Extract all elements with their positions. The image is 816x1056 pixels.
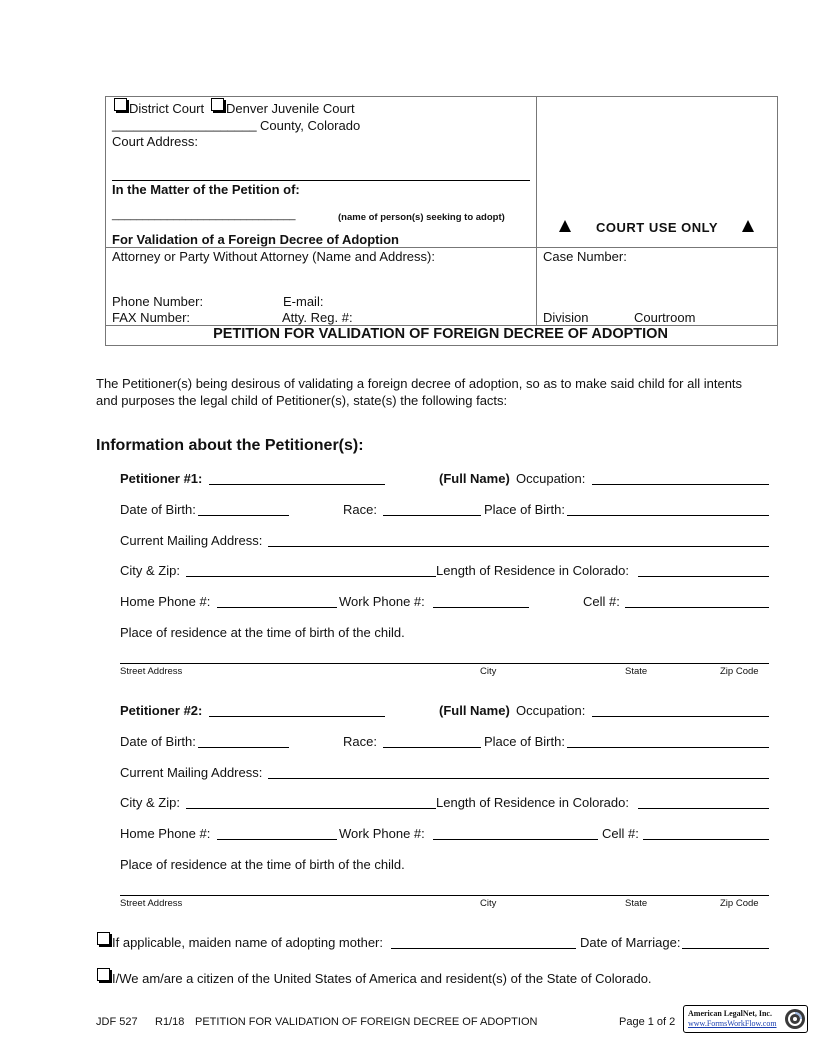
petitioner1-city-caption: City	[480, 666, 497, 677]
court-use-triangle-right-icon	[742, 220, 754, 232]
footer-title: PETITION FOR VALIDATION OF FOREIGN DECREE OF ADOPTION	[195, 1016, 538, 1028]
petitioner2-home-phone-field[interactable]	[217, 839, 337, 840]
petitioner2-race-field[interactable]	[383, 747, 481, 748]
date-of-marriage-field[interactable]	[682, 948, 769, 949]
petitioner1-place-of-birth-label: Place of Birth:	[484, 502, 565, 517]
petitioner2-place-of-birth-label: Place of Birth:	[484, 734, 565, 749]
petitioner1-place-of-birth-field[interactable]	[567, 515, 769, 516]
legalnet-logo	[683, 1005, 808, 1033]
petitioner2-dob-field[interactable]	[198, 747, 289, 748]
petitioner2-state-caption: State	[625, 898, 648, 909]
petitioner1-occupation-label: Occupation:	[516, 471, 586, 486]
county-blank[interactable]: ____________________	[112, 117, 257, 132]
petitioner1-zip-caption: Zip Code	[720, 666, 759, 677]
petitioner2-work-phone-label: Work Phone #:	[339, 826, 425, 841]
petitioner2-residence-at-birth-label: Place of residence at the time of birth of the child.	[120, 857, 405, 872]
caption-divider-vertical	[536, 96, 537, 325]
petitioner2-length-residence-label: Length of Residence in Colorado:	[436, 795, 629, 810]
petitioner1-city-zip-label: City & Zip:	[120, 563, 180, 578]
petitioner1-home-phone-label: Home Phone #:	[120, 594, 211, 609]
intro-line-1: The Petitioner(s) being desirous of validating a foreign decree of adoption, so as to make said child for all intents	[96, 376, 743, 391]
petitioner2-city-caption: City	[480, 898, 497, 909]
petitioner1-dob-field[interactable]	[198, 515, 289, 516]
email-label: E-mail:	[283, 294, 324, 309]
court-use-triangle-left-icon	[559, 220, 571, 232]
case-number-label: Case Number:	[543, 249, 627, 264]
petitioner1-work-phone-label: Work Phone #:	[339, 594, 425, 609]
petitioner1-state-caption: State	[625, 666, 648, 677]
denver-juvenile-court-label: Denver Juvenile Court	[226, 101, 355, 116]
phone-number-label: Phone Number:	[112, 294, 204, 309]
court-address-line[interactable]	[112, 180, 530, 181]
petitioner2-occupation-field[interactable]	[592, 716, 769, 717]
petitioner1-cell-field[interactable]	[625, 607, 769, 608]
petitioner1-length-residence-label: Length of Residence in Colorado:	[436, 563, 629, 578]
globe-icon	[784, 1008, 806, 1030]
petitioner2-length-residence-field[interactable]	[638, 808, 769, 809]
petitioner1-mailing-label: Current Mailing Address:	[120, 533, 263, 548]
petitioner1-race-label: Race:	[343, 502, 377, 517]
intro-line-2: and purposes the legal child of Petitioner(s), state(s) the following facts:	[96, 393, 508, 408]
petitioner-name-note: (name of person(s) seeking to adopt)	[338, 212, 505, 223]
petitioner2-place-of-birth-field[interactable]	[567, 747, 769, 748]
validation-label: For Validation of a Foreign Decree of Adoption	[112, 232, 399, 247]
petitioner2-residence-address-field[interactable]	[120, 895, 769, 896]
citizen-statement: I/We am/are a citizen of the United States of America and resident(s) of the State of Colorado.	[112, 971, 652, 986]
denver-juvenile-court-checkbox[interactable]	[211, 98, 224, 111]
fax-number-label: FAX Number:	[112, 310, 191, 325]
footer-revision: R1/18	[155, 1016, 185, 1028]
petitioner-name-blank[interactable]: ______________________________	[112, 209, 296, 221]
petitioner1-length-residence-field[interactable]	[638, 576, 769, 577]
petitioner2-zip-caption: Zip Code	[720, 898, 759, 909]
maiden-name-field[interactable]	[391, 948, 576, 949]
petitioner1-cell-label: Cell #:	[583, 594, 620, 609]
petitioner2-label: Petitioner #2:	[120, 703, 203, 718]
petitioner1-dob-label: Date of Birth:	[120, 502, 196, 517]
petitioner1-full-name-label: (Full Name)	[439, 471, 510, 486]
district-court-checkbox[interactable]	[114, 98, 127, 111]
petitioner1-residence-at-birth-label: Place of residence at the time of birth of the child.	[120, 625, 405, 640]
petitioner2-city-zip-label: City & Zip:	[120, 795, 180, 810]
petitioner1-home-phone-field[interactable]	[217, 607, 337, 608]
logo-website: www.FormsWorkFlow.com	[688, 1019, 777, 1028]
petitioner1-city-zip-field[interactable]	[186, 576, 436, 577]
matter-label: In the Matter of the Petition of:	[112, 182, 300, 197]
district-court-label: District Court	[129, 101, 205, 116]
petitioner1-label: Petitioner #1:	[120, 471, 203, 486]
petitioner2-cell-field[interactable]	[643, 839, 769, 840]
footer-form-id: JDF 527	[96, 1016, 138, 1028]
petitioner2-name-field[interactable]	[209, 716, 385, 717]
petitioner2-dob-label: Date of Birth:	[120, 734, 196, 749]
petitioner2-city-zip-field[interactable]	[186, 808, 436, 809]
maiden-name-label: If applicable, maiden name of adopting mother:	[112, 935, 384, 950]
form-title: PETITION FOR VALIDATION OF FOREIGN DECREE OF ADOPTION	[213, 326, 668, 342]
petitioner1-name-field[interactable]	[209, 484, 385, 485]
petitioner1-occupation-field[interactable]	[592, 484, 769, 485]
courtroom-label: Courtroom	[634, 310, 696, 325]
date-of-marriage-label: Date of Marriage:	[580, 935, 681, 950]
petitioner2-mailing-label: Current Mailing Address:	[120, 765, 263, 780]
division-label: Division	[543, 310, 589, 325]
atty-reg-label: Atty. Reg. #:	[282, 310, 353, 325]
petitioner2-home-phone-label: Home Phone #:	[120, 826, 211, 841]
maiden-name-checkbox[interactable]	[97, 932, 110, 945]
petitioner2-occupation-label: Occupation:	[516, 703, 586, 718]
petitioner1-work-phone-field[interactable]	[433, 607, 529, 608]
petitioner1-mailing-field[interactable]	[268, 546, 769, 547]
petitioner2-cell-label: Cell #:	[602, 826, 639, 841]
attorney-label: Attorney or Party Without Attorney (Name and Address):	[112, 249, 435, 264]
petitioner2-street-address-caption: Street Address	[120, 898, 183, 909]
petitioner2-work-phone-field[interactable]	[433, 839, 598, 840]
court-address-label: Court Address:	[112, 134, 198, 149]
petitioner1-race-field[interactable]	[383, 515, 481, 516]
petitioner2-race-label: Race:	[343, 734, 377, 749]
petitioner1-residence-address-field[interactable]	[120, 663, 769, 664]
petitioner2-full-name-label: (Full Name)	[439, 703, 510, 718]
petitioner2-mailing-field[interactable]	[268, 778, 769, 779]
footer-page-number: Page 1 of 2	[619, 1016, 676, 1028]
court-use-only-label: COURT USE ONLY	[596, 220, 719, 235]
citizen-checkbox[interactable]	[97, 968, 110, 981]
logo-company-name: American LegalNet, Inc.	[688, 1009, 772, 1018]
petitioner1-street-address-caption: Street Address	[120, 666, 183, 677]
section-heading: Information about the Petitioner(s):	[96, 437, 364, 454]
county-label: County, Colorado	[260, 118, 361, 133]
caption-divider-1	[105, 247, 777, 248]
